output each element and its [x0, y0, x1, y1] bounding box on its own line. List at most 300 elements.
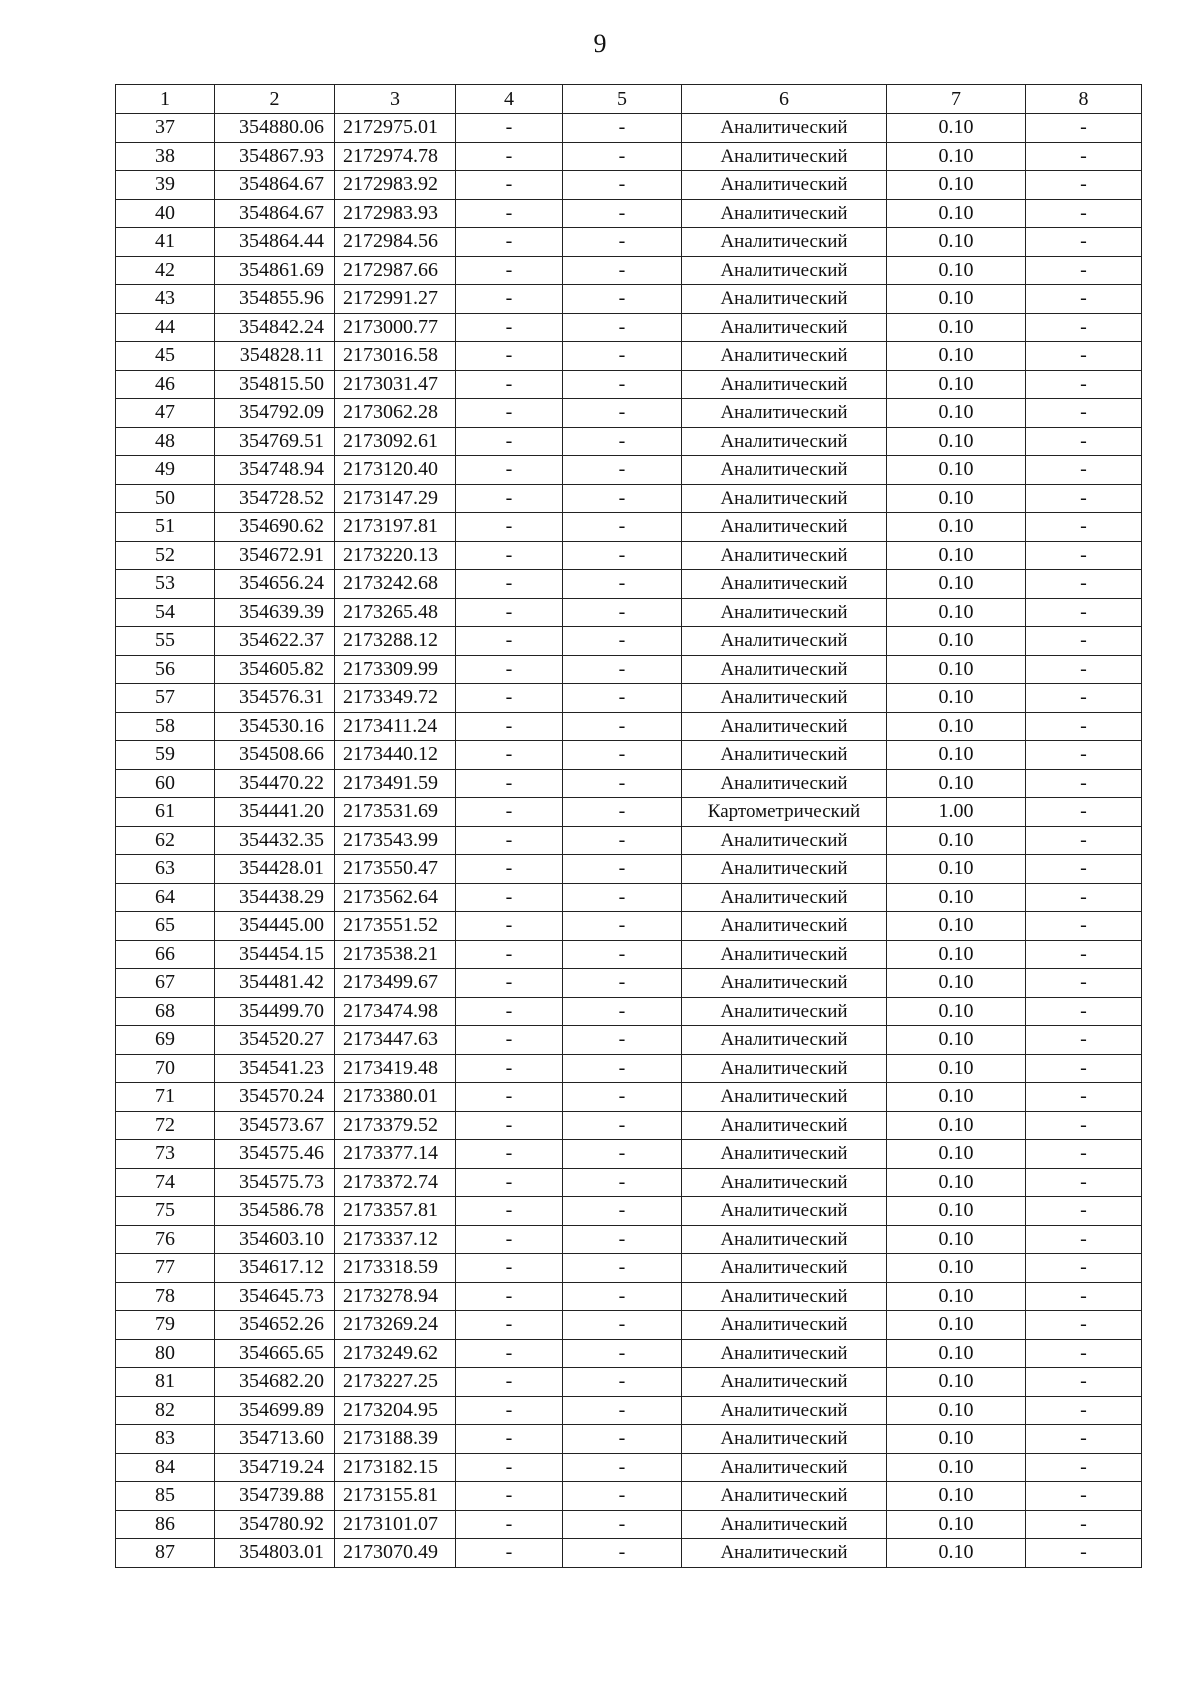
method-cell: Аналитический [682, 313, 887, 342]
col-4-cell: - [456, 940, 563, 969]
accuracy-cell: 0.10 [887, 684, 1026, 713]
y-coordinate-cell: 2173101.07 [335, 1510, 456, 1539]
col-8-cell: - [1026, 1539, 1142, 1568]
x-coordinate-cell: 354748.94 [215, 456, 335, 485]
y-coordinate-cell: 2173265.48 [335, 598, 456, 627]
table-row [116, 940, 1142, 969]
col-8-cell: - [1026, 114, 1142, 143]
y-coordinate-cell: 2172974.78 [335, 142, 456, 171]
col-5-cell: - [563, 627, 682, 656]
table-row [116, 1026, 1142, 1055]
col-4-cell: - [456, 1311, 563, 1340]
point-number-cell: 87 [116, 1539, 215, 1568]
table-row [116, 883, 1142, 912]
x-coordinate-cell: 354441.20 [215, 798, 335, 827]
y-coordinate-cell: 2173380.01 [335, 1083, 456, 1112]
point-number-cell: 55 [116, 627, 215, 656]
col-8-cell: - [1026, 712, 1142, 741]
method-cell: Аналитический [682, 199, 887, 228]
table-row [116, 1453, 1142, 1482]
col-8-cell: - [1026, 342, 1142, 371]
y-coordinate-cell: 2173499.67 [335, 969, 456, 998]
method-cell: Аналитический [682, 342, 887, 371]
method-cell: Аналитический [682, 1168, 887, 1197]
y-coordinate-cell: 2173220.13 [335, 541, 456, 570]
table-row [116, 456, 1142, 485]
method-cell: Аналитический [682, 741, 887, 770]
point-number-cell: 86 [116, 1510, 215, 1539]
accuracy-cell: 0.10 [887, 1054, 1026, 1083]
table-row [116, 627, 1142, 656]
y-coordinate-cell: 2173188.39 [335, 1425, 456, 1454]
accuracy-cell: 0.10 [887, 855, 1026, 884]
method-cell: Картометрический [682, 798, 887, 827]
y-coordinate-cell: 2173062.28 [335, 399, 456, 428]
point-number-cell: 64 [116, 883, 215, 912]
col-8-cell: - [1026, 883, 1142, 912]
accuracy-cell: 0.10 [887, 1368, 1026, 1397]
col-4-cell: - [456, 570, 563, 599]
method-cell: Аналитический [682, 1339, 887, 1368]
col-4-cell: - [456, 142, 563, 171]
table-row [116, 912, 1142, 941]
method-cell: Аналитический [682, 484, 887, 513]
method-cell: Аналитический [682, 1054, 887, 1083]
y-coordinate-cell: 2172991.27 [335, 285, 456, 314]
table-row [116, 798, 1142, 827]
accuracy-cell: 0.10 [887, 1026, 1026, 1055]
col-5-cell: - [563, 855, 682, 884]
x-coordinate-cell: 354665.65 [215, 1339, 335, 1368]
method-cell: Аналитический [682, 1482, 887, 1511]
x-coordinate-cell: 354575.73 [215, 1168, 335, 1197]
col-4-cell: - [456, 342, 563, 371]
col-5-cell: - [563, 741, 682, 770]
col-4-cell: - [456, 370, 563, 399]
x-coordinate-cell: 354864.44 [215, 228, 335, 257]
column-header-2: 2 [215, 85, 335, 114]
col-5-cell: - [563, 1539, 682, 1568]
y-coordinate-cell: 2173562.64 [335, 883, 456, 912]
col-4-cell: - [456, 256, 563, 285]
table-row [116, 1168, 1142, 1197]
point-number-cell: 42 [116, 256, 215, 285]
y-coordinate-cell: 2173357.81 [335, 1197, 456, 1226]
table-row [116, 399, 1142, 428]
accuracy-cell: 0.10 [887, 427, 1026, 456]
x-coordinate-cell: 354861.69 [215, 256, 335, 285]
x-coordinate-cell: 354576.31 [215, 684, 335, 713]
col-5-cell: - [563, 399, 682, 428]
y-coordinate-cell: 2173474.98 [335, 997, 456, 1026]
x-coordinate-cell: 354432.35 [215, 826, 335, 855]
col-4-cell: - [456, 1026, 563, 1055]
table-row [116, 769, 1142, 798]
col-8-cell: - [1026, 1111, 1142, 1140]
col-4-cell: - [456, 399, 563, 428]
col-4-cell: - [456, 427, 563, 456]
col-4-cell: - [456, 1225, 563, 1254]
column-header-5: 5 [563, 85, 682, 114]
col-4-cell: - [456, 114, 563, 143]
y-coordinate-cell: 2173411.24 [335, 712, 456, 741]
method-cell: Аналитический [682, 1111, 887, 1140]
col-4-cell: - [456, 684, 563, 713]
col-5-cell: - [563, 342, 682, 371]
x-coordinate-cell: 354699.89 [215, 1396, 335, 1425]
y-coordinate-cell: 2173491.59 [335, 769, 456, 798]
y-coordinate-cell: 2173309.99 [335, 655, 456, 684]
col-5-cell: - [563, 256, 682, 285]
table-row [116, 427, 1142, 456]
method-cell: Аналитический [682, 997, 887, 1026]
point-number-cell: 59 [116, 741, 215, 770]
accuracy-cell: 0.10 [887, 114, 1026, 143]
col-4-cell: - [456, 712, 563, 741]
point-number-cell: 62 [116, 826, 215, 855]
x-coordinate-cell: 354541.23 [215, 1054, 335, 1083]
method-cell: Аналитический [682, 456, 887, 485]
y-coordinate-cell: 2173551.52 [335, 912, 456, 941]
table-row [116, 1254, 1142, 1283]
col-4-cell: - [456, 456, 563, 485]
x-coordinate-cell: 354803.01 [215, 1539, 335, 1568]
table-row [116, 1368, 1142, 1397]
point-number-cell: 56 [116, 655, 215, 684]
col-5-cell: - [563, 826, 682, 855]
col-8-cell: - [1026, 1368, 1142, 1397]
col-5-cell: - [563, 1026, 682, 1055]
point-number-cell: 71 [116, 1083, 215, 1112]
y-coordinate-cell: 2173278.94 [335, 1282, 456, 1311]
table-row [116, 114, 1142, 143]
x-coordinate-cell: 354690.62 [215, 513, 335, 542]
table-row [116, 199, 1142, 228]
y-coordinate-cell: 2173197.81 [335, 513, 456, 542]
col-5-cell: - [563, 1054, 682, 1083]
col-5-cell: - [563, 228, 682, 257]
method-cell: Аналитический [682, 114, 887, 143]
accuracy-cell: 0.10 [887, 940, 1026, 969]
accuracy-cell: 0.10 [887, 313, 1026, 342]
col-8-cell: - [1026, 1254, 1142, 1283]
y-coordinate-cell: 2173543.99 [335, 826, 456, 855]
col-4-cell: - [456, 1083, 563, 1112]
accuracy-cell: 0.10 [887, 285, 1026, 314]
point-number-cell: 75 [116, 1197, 215, 1226]
col-4-cell: - [456, 598, 563, 627]
method-cell: Аналитический [682, 570, 887, 599]
col-5-cell: - [563, 513, 682, 542]
table-row [116, 1197, 1142, 1226]
accuracy-cell: 0.10 [887, 912, 1026, 941]
point-number-cell: 50 [116, 484, 215, 513]
col-4-cell: - [456, 1111, 563, 1140]
point-number-cell: 37 [116, 114, 215, 143]
y-coordinate-cell: 2173120.40 [335, 456, 456, 485]
table-row [116, 1510, 1142, 1539]
point-number-cell: 70 [116, 1054, 215, 1083]
point-number-cell: 80 [116, 1339, 215, 1368]
col-5-cell: - [563, 712, 682, 741]
col-5-cell: - [563, 969, 682, 998]
method-cell: Аналитический [682, 769, 887, 798]
col-8-cell: - [1026, 142, 1142, 171]
accuracy-cell: 0.10 [887, 370, 1026, 399]
point-number-cell: 57 [116, 684, 215, 713]
accuracy-cell: 0.10 [887, 741, 1026, 770]
col-5-cell: - [563, 1254, 682, 1283]
col-8-cell: - [1026, 1140, 1142, 1169]
table-header [116, 85, 1142, 114]
x-coordinate-cell: 354864.67 [215, 171, 335, 200]
col-8-cell: - [1026, 228, 1142, 257]
col-5-cell: - [563, 456, 682, 485]
col-5-cell: - [563, 541, 682, 570]
method-cell: Аналитический [682, 370, 887, 399]
col-4-cell: - [456, 313, 563, 342]
accuracy-cell: 0.10 [887, 1482, 1026, 1511]
method-cell: Аналитический [682, 1083, 887, 1112]
col-8-cell: - [1026, 1339, 1142, 1368]
accuracy-cell: 0.10 [887, 997, 1026, 1026]
point-number-cell: 51 [116, 513, 215, 542]
y-coordinate-cell: 2173550.47 [335, 855, 456, 884]
x-coordinate-cell: 354652.26 [215, 1311, 335, 1340]
method-cell: Аналитический [682, 598, 887, 627]
table-row [116, 171, 1142, 200]
col-8-cell: - [1026, 513, 1142, 542]
point-number-cell: 83 [116, 1425, 215, 1454]
point-number-cell: 41 [116, 228, 215, 257]
x-coordinate-cell: 354508.66 [215, 741, 335, 770]
point-number-cell: 60 [116, 769, 215, 798]
method-cell: Аналитический [682, 171, 887, 200]
col-4-cell: - [456, 1396, 563, 1425]
x-coordinate-cell: 354454.15 [215, 940, 335, 969]
x-coordinate-cell: 354880.06 [215, 114, 335, 143]
col-4-cell: - [456, 1425, 563, 1454]
col-8-cell: - [1026, 1282, 1142, 1311]
col-4-cell: - [456, 1168, 563, 1197]
y-coordinate-cell: 2172984.56 [335, 228, 456, 257]
y-coordinate-cell: 2173016.58 [335, 342, 456, 371]
point-number-cell: 72 [116, 1111, 215, 1140]
col-5-cell: - [563, 883, 682, 912]
y-coordinate-cell: 2173155.81 [335, 1482, 456, 1511]
col-8-cell: - [1026, 684, 1142, 713]
col-8-cell: - [1026, 826, 1142, 855]
table-row [116, 1140, 1142, 1169]
accuracy-cell: 0.10 [887, 883, 1026, 912]
col-4-cell: - [456, 627, 563, 656]
col-8-cell: - [1026, 940, 1142, 969]
col-8-cell: - [1026, 598, 1142, 627]
col-8-cell: - [1026, 627, 1142, 656]
accuracy-cell: 0.10 [887, 655, 1026, 684]
col-8-cell: - [1026, 1197, 1142, 1226]
column-header-1: 1 [116, 85, 215, 114]
col-5-cell: - [563, 171, 682, 200]
y-coordinate-cell: 2172975.01 [335, 114, 456, 143]
accuracy-cell: 0.10 [887, 1168, 1026, 1197]
table-row [116, 1482, 1142, 1511]
table-row [116, 256, 1142, 285]
method-cell: Аналитический [682, 1254, 887, 1283]
accuracy-cell: 0.10 [887, 228, 1026, 257]
point-number-cell: 77 [116, 1254, 215, 1283]
point-number-cell: 43 [116, 285, 215, 314]
method-cell: Аналитический [682, 1140, 887, 1169]
y-coordinate-cell: 2173249.62 [335, 1339, 456, 1368]
col-4-cell: - [456, 1453, 563, 1482]
col-5-cell: - [563, 1425, 682, 1454]
col-4-cell: - [456, 1510, 563, 1539]
table-row [116, 1311, 1142, 1340]
x-coordinate-cell: 354428.01 [215, 855, 335, 884]
table-row [116, 855, 1142, 884]
table-row [116, 370, 1142, 399]
table-row [116, 1225, 1142, 1254]
x-coordinate-cell: 354780.92 [215, 1510, 335, 1539]
col-8-cell: - [1026, 855, 1142, 884]
x-coordinate-cell: 354645.73 [215, 1282, 335, 1311]
col-4-cell: - [456, 1539, 563, 1568]
col-5-cell: - [563, 912, 682, 941]
accuracy-cell: 0.10 [887, 342, 1026, 371]
y-coordinate-cell: 2173227.25 [335, 1368, 456, 1397]
col-5-cell: - [563, 684, 682, 713]
point-number-cell: 67 [116, 969, 215, 998]
table-row [116, 1282, 1142, 1311]
method-cell: Аналитический [682, 541, 887, 570]
col-4-cell: - [456, 484, 563, 513]
col-8-cell: - [1026, 1453, 1142, 1482]
col-8-cell: - [1026, 313, 1142, 342]
col-5-cell: - [563, 655, 682, 684]
method-cell: Аналитический [682, 912, 887, 941]
accuracy-cell: 0.10 [887, 1140, 1026, 1169]
table-row [116, 684, 1142, 713]
col-5-cell: - [563, 1111, 682, 1140]
x-coordinate-cell: 354499.70 [215, 997, 335, 1026]
method-cell: Аналитический [682, 969, 887, 998]
col-4-cell: - [456, 171, 563, 200]
col-5-cell: - [563, 199, 682, 228]
y-coordinate-cell: 2173538.21 [335, 940, 456, 969]
col-8-cell: - [1026, 256, 1142, 285]
point-number-cell: 44 [116, 313, 215, 342]
col-8-cell: - [1026, 370, 1142, 399]
point-number-cell: 52 [116, 541, 215, 570]
point-number-cell: 49 [116, 456, 215, 485]
col-4-cell: - [456, 199, 563, 228]
point-number-cell: 63 [116, 855, 215, 884]
table-row [116, 484, 1142, 513]
table-row [116, 969, 1142, 998]
point-number-cell: 45 [116, 342, 215, 371]
method-cell: Аналитический [682, 142, 887, 171]
y-coordinate-cell: 2172983.93 [335, 199, 456, 228]
point-number-cell: 46 [116, 370, 215, 399]
accuracy-cell: 0.10 [887, 1311, 1026, 1340]
method-cell: Аналитический [682, 1282, 887, 1311]
y-coordinate-cell: 2173204.95 [335, 1396, 456, 1425]
table-row [116, 826, 1142, 855]
point-number-cell: 65 [116, 912, 215, 941]
column-header-3: 3 [335, 85, 456, 114]
col-5-cell: - [563, 1453, 682, 1482]
y-coordinate-cell: 2173269.24 [335, 1311, 456, 1340]
col-4-cell: - [456, 1368, 563, 1397]
col-8-cell: - [1026, 997, 1142, 1026]
col-8-cell: - [1026, 541, 1142, 570]
col-5-cell: - [563, 1140, 682, 1169]
col-8-cell: - [1026, 399, 1142, 428]
table-row [116, 741, 1142, 770]
accuracy-cell: 0.10 [887, 513, 1026, 542]
col-8-cell: - [1026, 1510, 1142, 1539]
accuracy-cell: 0.10 [887, 826, 1026, 855]
accuracy-cell: 0.10 [887, 541, 1026, 570]
col-4-cell: - [456, 1254, 563, 1283]
x-coordinate-cell: 354639.39 [215, 598, 335, 627]
accuracy-cell: 0.10 [887, 1539, 1026, 1568]
method-cell: Аналитический [682, 1311, 887, 1340]
accuracy-cell: 0.10 [887, 1425, 1026, 1454]
col-8-cell: - [1026, 1482, 1142, 1511]
accuracy-cell: 0.10 [887, 1282, 1026, 1311]
accuracy-cell: 0.10 [887, 1396, 1026, 1425]
table-body [116, 114, 1142, 1568]
column-header-6: 6 [682, 85, 887, 114]
x-coordinate-cell: 354586.78 [215, 1197, 335, 1226]
method-cell: Аналитический [682, 655, 887, 684]
accuracy-cell: 0.10 [887, 456, 1026, 485]
method-cell: Аналитический [682, 826, 887, 855]
x-coordinate-cell: 354481.42 [215, 969, 335, 998]
col-5-cell: - [563, 940, 682, 969]
y-coordinate-cell: 2173372.74 [335, 1168, 456, 1197]
method-cell: Аналитический [682, 1225, 887, 1254]
col-8-cell: - [1026, 199, 1142, 228]
col-5-cell: - [563, 1282, 682, 1311]
col-5-cell: - [563, 370, 682, 399]
table-row [116, 342, 1142, 371]
accuracy-cell: 1.00 [887, 798, 1026, 827]
col-4-cell: - [456, 741, 563, 770]
page-number: 9 [593, 29, 607, 58]
method-cell: Аналитический [682, 285, 887, 314]
table-row [116, 1111, 1142, 1140]
table-row [116, 655, 1142, 684]
col-8-cell: - [1026, 969, 1142, 998]
col-5-cell: - [563, 570, 682, 599]
col-5-cell: - [563, 114, 682, 143]
col-5-cell: - [563, 427, 682, 456]
y-coordinate-cell: 2173242.68 [335, 570, 456, 599]
method-cell: Аналитический [682, 1026, 887, 1055]
col-5-cell: - [563, 1197, 682, 1226]
col-5-cell: - [563, 142, 682, 171]
method-cell: Аналитический [682, 427, 887, 456]
col-8-cell: - [1026, 484, 1142, 513]
col-4-cell: - [456, 541, 563, 570]
point-number-cell: 58 [116, 712, 215, 741]
table-row [116, 1396, 1142, 1425]
method-cell: Аналитический [682, 684, 887, 713]
y-coordinate-cell: 2173440.12 [335, 741, 456, 770]
